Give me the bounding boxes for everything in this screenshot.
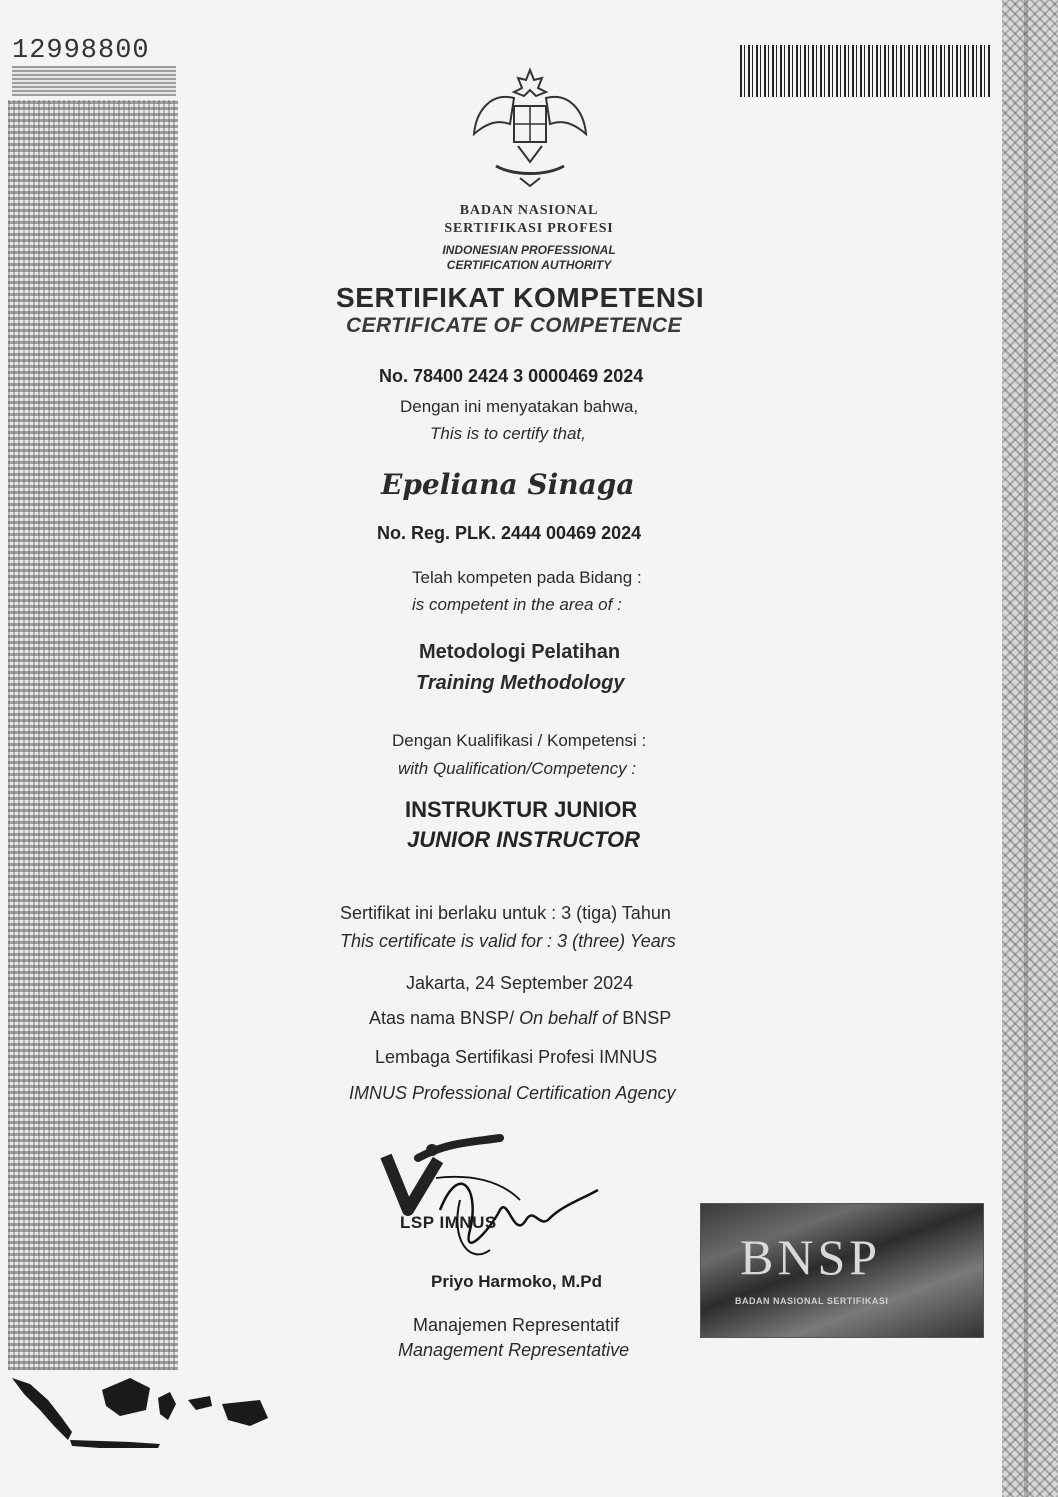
competence-area-id: Metodologi Pelatihan <box>419 641 621 663</box>
certify-en: This is to certify that, <box>430 424 586 443</box>
qualification-intro-id: Dengan Kualifikasi / Kompetensi : <box>392 731 647 750</box>
signature <box>430 1170 600 1265</box>
authority-name-en-line1: INDONESIAN PROFESSIONAL <box>442 243 616 257</box>
competence-area-en: Training Methodology <box>416 672 625 694</box>
authority-name-id-line1: BADAN NASIONAL <box>459 203 599 218</box>
bnsp-hologram-text: BNSP <box>740 1229 882 1285</box>
on-behalf-en: On behalf of <box>519 1008 618 1028</box>
competent-en: is competent in the area of : <box>412 595 622 614</box>
signatory-name: Priyo Harmoko, M.Pd <box>431 1272 602 1291</box>
on-behalf <box>369 1008 671 1029</box>
qualification-intro-en: with Qualification/Competency : <box>398 759 637 778</box>
holder-name: Epeliana Sinaga <box>381 468 635 501</box>
certificate-number: No. 78400 2424 3 0000469 2024 <box>379 366 644 386</box>
on-behalf-id: Atas nama BNSP/ <box>369 1008 515 1028</box>
signatory-role-id: Manajemen Representatif <box>413 1315 620 1335</box>
agency-id: Lembaga Sertifikasi Profesi IMNUS <box>375 1047 658 1067</box>
validity-id: Sertifikat ini berlaku untuk : 3 (tiga) Tahun <box>340 903 671 923</box>
title-id: SERTIFIKAT KOMPETENSI <box>336 282 705 313</box>
title-en: CERTIFICATE OF COMPETENCE <box>346 314 682 337</box>
serial-number: 12998800 <box>12 36 150 66</box>
bnsp-hologram-subtext: BADAN NASIONAL SERTIFIKASI <box>735 1296 889 1306</box>
qualification-id: INSTRUKTUR JUNIOR <box>405 797 638 822</box>
competent-id: Telah kompeten pada Bidang : <box>412 568 642 587</box>
lsp-logo-text: LSP IMNUS <box>400 1213 497 1232</box>
authority-name-id-line2: SERTIFIKASI PROFESI <box>444 221 614 236</box>
garuda-emblem-icon <box>470 62 590 190</box>
serial-number-pattern <box>12 66 176 96</box>
indonesia-map-icon <box>10 1370 270 1450</box>
barcode <box>740 45 990 97</box>
qualification-en: JUNIOR INSTRUCTOR <box>407 827 641 852</box>
on-behalf-org: BNSP <box>622 1008 672 1028</box>
place-date: Jakarta, 24 September 2024 <box>406 973 634 993</box>
signatory-role-en: Management Representative <box>398 1340 630 1360</box>
authority-name-en-line2: CERTIFICATION AUTHORITY <box>446 258 612 272</box>
registration-number: No. Reg. PLK. 2444 00469 2024 <box>377 523 642 543</box>
validity-en: This certificate is valid for : 3 (three) Years <box>340 931 676 951</box>
agency-en: IMNUS Professional Certification Agency <box>349 1083 676 1103</box>
watermark-strip-left <box>8 100 178 1370</box>
certify-id: Dengan ini menyatakan bahwa, <box>400 397 639 416</box>
